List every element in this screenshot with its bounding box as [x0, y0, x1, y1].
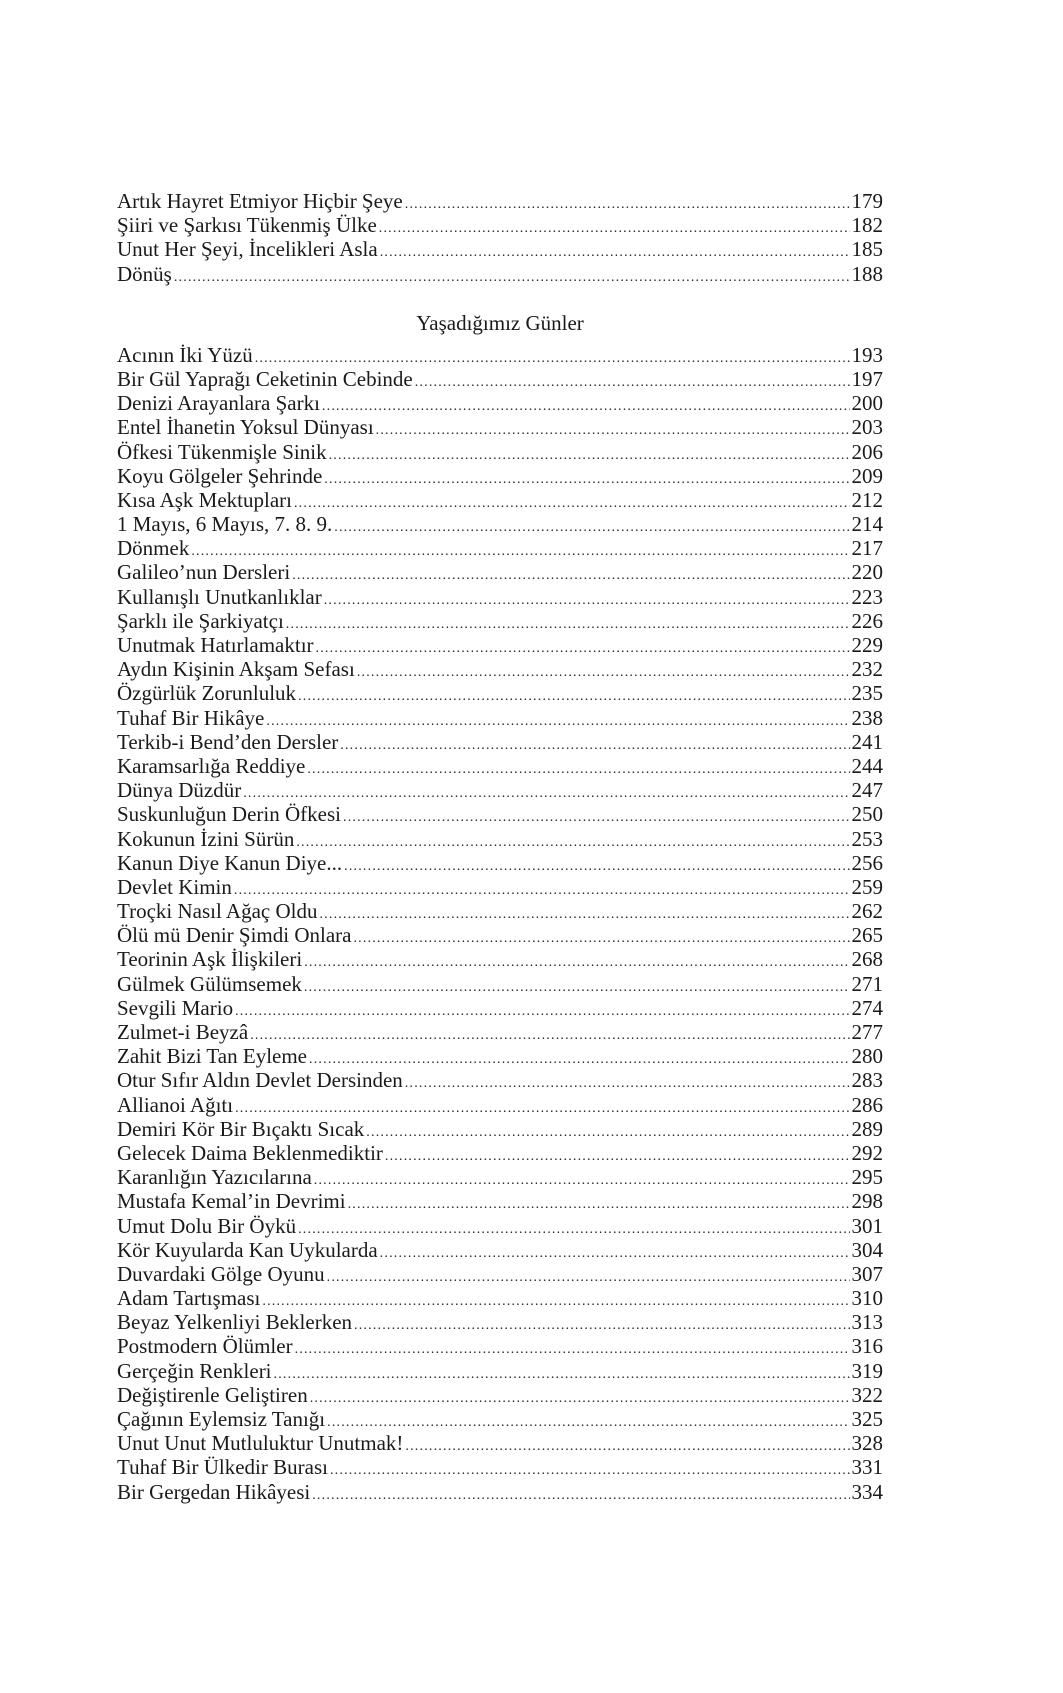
toc-entry-page-number: 182: [851, 213, 883, 238]
toc-entry-title: Koyu Gölgeler Şehrinde: [117, 463, 323, 488]
dot-leader: [316, 637, 850, 661]
toc-entry: [117, 1165, 883, 1189]
toc-entry-page-number: 271: [851, 971, 883, 996]
toc-entry-title: Kör Kuyularda Kan Uykularda: [117, 1237, 378, 1262]
toc-entry-page-number: 203: [851, 415, 883, 440]
dot-leader: [379, 217, 850, 241]
toc-entry: [117, 213, 883, 237]
toc-entry: [117, 778, 883, 802]
toc-entry: [117, 1407, 883, 1431]
dot-leader: [312, 1484, 849, 1508]
toc-entry-page-number: 325: [851, 1407, 883, 1431]
dot-leader: [174, 266, 850, 290]
dot-leader: [329, 444, 850, 468]
toc-entry-page-number: 292: [851, 1140, 883, 1165]
toc-entry-title: Çağının Eylemsiz Tanığı: [117, 1407, 326, 1431]
dot-leader: [348, 1193, 850, 1217]
toc-entry-page-number: 307: [851, 1261, 883, 1286]
toc-entry-title: Zahit Bizi Tan Eyleme: [117, 1044, 308, 1069]
toc-entry: [117, 560, 883, 584]
toc-entry-page-number: 298: [851, 1189, 883, 1214]
toc-entry-title: Demiri Kör Bir Bıçaktı Sıcak: [117, 1116, 365, 1141]
toc-entry-title: Umut Dolu Bir Öykü: [117, 1213, 297, 1238]
dot-leader: [327, 1411, 849, 1435]
toc-entry-title: Dönüş: [117, 261, 172, 286]
toc-entry: [117, 947, 883, 971]
toc-entry: [117, 1093, 883, 1117]
toc-group-2: [117, 343, 883, 1504]
toc-entry-title: Şarklı ile Şarkiyatçı: [117, 608, 284, 633]
toc-entry-title: Acının İki Yüzü: [117, 342, 253, 367]
toc-entry-title: Kısa Aşk Mektupları: [117, 487, 292, 512]
toc-entry: [117, 754, 883, 778]
toc-entry-title: Öfkesi Tükenmişle Sinik: [117, 439, 327, 464]
toc-entry-page-number: 331: [851, 1455, 883, 1480]
toc-entry-page-number: 334: [851, 1479, 883, 1504]
dot-leader: [310, 1387, 850, 1411]
toc-entry: [117, 1359, 883, 1383]
toc-entry-title: Karanlığın Yazıcılarına: [117, 1165, 312, 1190]
toc-entry: [117, 996, 883, 1020]
dot-leader: [234, 879, 850, 903]
toc-entry-page-number: 214: [851, 512, 883, 537]
toc-entry: [117, 1117, 883, 1141]
dot-leader: [353, 927, 849, 951]
toc-entry: [117, 1383, 883, 1407]
toc-entry-page-number: 280: [851, 1044, 883, 1069]
toc-entry-title: Postmodern Ölümler: [117, 1334, 293, 1359]
toc-entry-page-number: 193: [851, 342, 883, 367]
toc-entry-title: Dönmek: [117, 536, 190, 561]
dot-leader: [334, 516, 849, 540]
toc-entry-page-number: 289: [851, 1116, 883, 1141]
toc-entry-title: 1 Mayıs, 6 Mayıs, 7. 8. 9.: [117, 512, 333, 537]
toc-entry: [117, 1068, 883, 1092]
toc-entry-title: Adam Tartışması: [117, 1286, 261, 1311]
toc-entry-page-number: 223: [851, 584, 883, 609]
toc-entry: [117, 1238, 883, 1262]
dot-leader: [319, 903, 849, 927]
dot-leader: [274, 1363, 850, 1387]
toc-entry-title: Tuhaf Bir Ülkedir Burası: [117, 1455, 328, 1480]
toc-entry-title: Artık Hayret Etmiyor Hiçbir Şeye: [117, 189, 403, 213]
dot-leader: [295, 1338, 850, 1362]
toc-entry-page-number: 197: [851, 366, 883, 391]
toc-entry: [117, 1262, 883, 1286]
toc-entry: [117, 512, 883, 536]
toc-entry-page-number: 185: [851, 237, 883, 262]
toc-entry-page-number: 259: [851, 874, 883, 899]
toc-entry-title: Galileo’nun Dersleri: [117, 560, 291, 585]
dot-leader: [304, 951, 849, 975]
toc-entry-title: Şiiri ve Şarkısı Tükenmiş Ülke: [117, 213, 377, 238]
toc-entry-title: Bir Gergedan Hikâyesi: [117, 1479, 311, 1504]
dot-leader: [385, 1145, 850, 1169]
toc-entry: [117, 440, 883, 464]
toc-entry-page-number: 229: [851, 633, 883, 657]
toc-entry: [117, 827, 883, 851]
toc-entry-page-number: 313: [851, 1310, 883, 1335]
dot-leader: [357, 661, 850, 685]
toc-entry: [117, 1310, 883, 1334]
toc-entry: [117, 391, 883, 415]
toc-entry-title: Suskunluğun Derin Öfkesi: [117, 802, 341, 827]
toc-entry-page-number: 212: [851, 487, 883, 512]
toc-entry-title: Kullanışlı Unutkanlıklar: [117, 584, 322, 609]
toc-entry: [117, 657, 883, 681]
dot-leader: [405, 193, 850, 217]
toc-entry-page-number: 304: [851, 1237, 883, 1262]
dot-leader: [322, 395, 850, 419]
toc-entry: [117, 343, 883, 367]
toc-entry-title: Gelecek Daima Beklenmediktir: [117, 1140, 383, 1165]
toc-entry-title: Gerçeğin Renkleri: [117, 1358, 272, 1383]
dot-leader: [298, 1218, 849, 1242]
toc-entry-page-number: 253: [851, 826, 883, 851]
toc-entry-title: Allianoi Ağıtı: [117, 1092, 234, 1117]
toc-entry-title: Sevgili Mario: [117, 995, 234, 1020]
toc-entry: [117, 536, 883, 560]
toc-entry-title: Özgürlük Zorunluluk: [117, 681, 297, 706]
toc-entry: [117, 706, 883, 730]
toc-entry-title: Tuhaf Bir Hikâye: [117, 705, 265, 730]
toc-entry-page-number: 241: [851, 729, 883, 754]
dot-leader: [324, 468, 849, 492]
toc-entry: [117, 1214, 883, 1238]
toc-entry-page-number: 319: [851, 1358, 883, 1383]
toc-entry-title: Unut Unut Mutluluktur Unutmak!: [117, 1431, 404, 1456]
toc-entry-page-number: 217: [851, 536, 883, 561]
toc-entry-page-number: 262: [851, 899, 883, 924]
dot-leader: [324, 589, 850, 613]
toc-entry-page-number: 232: [851, 657, 883, 682]
toc-entry-page-number: 244: [851, 753, 883, 778]
toc-entry-page-number: 188: [851, 261, 883, 286]
toc-entry-page-number: 286: [851, 1092, 883, 1117]
dot-leader: [380, 1242, 850, 1266]
toc-entry-page-number: 322: [851, 1382, 883, 1407]
toc-entry-page-number: 250: [851, 802, 883, 827]
toc-entry-page-number: 256: [851, 850, 883, 875]
toc-entry-page-number: 235: [851, 681, 883, 706]
dot-leader: [304, 976, 850, 1000]
dot-leader: [298, 685, 849, 709]
toc-entry-page-number: 295: [851, 1165, 883, 1190]
toc-entry-title: Dünya Düzdür: [117, 778, 242, 803]
toc-entry: [117, 585, 883, 609]
toc-entry-page-number: 277: [851, 1020, 883, 1044]
dot-leader: [327, 1266, 850, 1290]
dot-leader: [235, 1000, 849, 1024]
toc-entry-title: Değiştirenle Geliştiren: [117, 1382, 308, 1407]
toc-entry-page-number: 328: [851, 1431, 883, 1456]
dot-leader: [380, 241, 850, 265]
toc-entry: [117, 609, 883, 633]
toc-entry: [117, 681, 883, 705]
toc-entry-title: Troçki Nasıl Ağaç Oldu: [117, 899, 318, 924]
toc-entry-title: Terkib-i Bend’den Dersler: [117, 729, 339, 754]
toc-entry-title: Ölü mü Denir Şimdi Onlara: [117, 923, 352, 948]
dot-leader: [340, 734, 849, 758]
toc-entry: [117, 730, 883, 754]
toc-entry: [117, 1334, 883, 1358]
toc-entry-title: Devlet Kimin: [117, 874, 232, 899]
toc-entry: [117, 851, 883, 875]
toc-entry-page-number: 247: [851, 778, 883, 803]
toc-entry-page-number: 226: [851, 608, 883, 633]
toc-entry: [117, 1480, 883, 1504]
dot-leader: [296, 831, 849, 855]
toc-entry-title: Entel İhanetin Yoksul Dünyası: [117, 415, 374, 440]
toc-entry-title: Denizi Arayanlara Şarkı: [117, 391, 320, 416]
section-heading: Yaşadığımız Günler: [416, 310, 584, 335]
toc-entry: [117, 802, 883, 826]
dot-leader: [376, 419, 850, 443]
toc-entry: [117, 1044, 883, 1068]
dot-leader: [405, 1072, 850, 1096]
toc-entry-page-number: 283: [851, 1068, 883, 1093]
toc-entry-title: Unut Her Şeyi, İncelikleri Asla: [117, 237, 378, 262]
toc-entry: [117, 415, 883, 439]
toc-entry: [117, 1286, 883, 1310]
toc-entry: [117, 875, 883, 899]
toc-entry: [117, 189, 883, 213]
toc-entry-title: Aydın Kişinin Akşam Sefası: [117, 657, 355, 682]
dot-leader: [366, 1121, 849, 1145]
toc-entry-title: Otur Sıfır Aldın Devlet Dersinden: [117, 1068, 403, 1093]
toc-entry-title: Bir Gül Yaprağı Ceketinin Cebinde: [117, 366, 413, 391]
dot-leader: [405, 1435, 849, 1459]
toc-entry-title: Zulmet-i Beyzâ: [117, 1020, 249, 1044]
toc-entry: [117, 1141, 883, 1165]
toc-entry-title: Duvardaki Gölge Oyunu: [117, 1261, 325, 1286]
toc-entry: [117, 1020, 883, 1044]
table-of-contents: [117, 189, 883, 1504]
toc-entry-page-number: 310: [851, 1286, 883, 1311]
toc-entry-page-number: 301: [851, 1213, 883, 1238]
toc-entry-title: Beyaz Yelkenliyi Beklerken: [117, 1310, 353, 1335]
toc-entry: [117, 923, 883, 947]
dot-leader: [330, 1459, 850, 1483]
dot-leader: [354, 1314, 849, 1338]
toc-entry-title: Kokunun İzini Sürün: [117, 826, 295, 851]
toc-entry-title: Teorinin Aşk İlişkileri: [117, 947, 303, 972]
dot-leader: [314, 1169, 850, 1193]
dot-leader: [344, 855, 849, 879]
toc-entry: [117, 237, 883, 261]
dot-leader: [415, 371, 850, 395]
toc-entry-title: Gülmek Gülümsemek: [117, 971, 302, 996]
toc-entry: [117, 972, 883, 996]
dot-leader: [292, 564, 849, 588]
toc-entry: [117, 1189, 883, 1213]
toc-entry-page-number: 179: [851, 189, 883, 213]
toc-entry-page-number: 274: [851, 995, 883, 1020]
toc-entry-page-number: 316: [851, 1334, 883, 1359]
toc-entry-title: Karamsarlığa Reddiye: [117, 753, 306, 778]
toc-entry: [117, 633, 883, 657]
dot-leader: [250, 1024, 849, 1048]
toc-entry: [117, 262, 883, 286]
dot-leader: [294, 492, 850, 516]
toc-entry: [117, 1431, 883, 1455]
toc-entry-page-number: 265: [851, 923, 883, 948]
dot-leader: [286, 613, 850, 637]
toc-entry: [117, 464, 883, 488]
dot-leader: [343, 806, 850, 830]
dot-leader: [266, 710, 849, 734]
toc-entry-page-number: 268: [851, 947, 883, 972]
toc-entry: [117, 488, 883, 512]
toc-entry-page-number: 220: [851, 560, 883, 585]
toc-entry-page-number: 238: [851, 705, 883, 730]
toc-entry-page-number: 200: [851, 391, 883, 416]
toc-entry-title: Kanun Diye Kanun Diye...: [117, 850, 343, 875]
dot-leader: [307, 758, 849, 782]
toc-entry-page-number: 206: [851, 439, 883, 464]
toc-entry: [117, 899, 883, 923]
toc-entry: [117, 1455, 883, 1479]
toc-entry: [117, 367, 883, 391]
toc-entry-title: Unutmak Hatırlamaktır: [117, 633, 314, 657]
toc-group-1: [117, 189, 883, 286]
toc-entry-page-number: 209: [851, 463, 883, 488]
toc-entry-title: Mustafa Kemal’in Devrimi: [117, 1189, 346, 1214]
